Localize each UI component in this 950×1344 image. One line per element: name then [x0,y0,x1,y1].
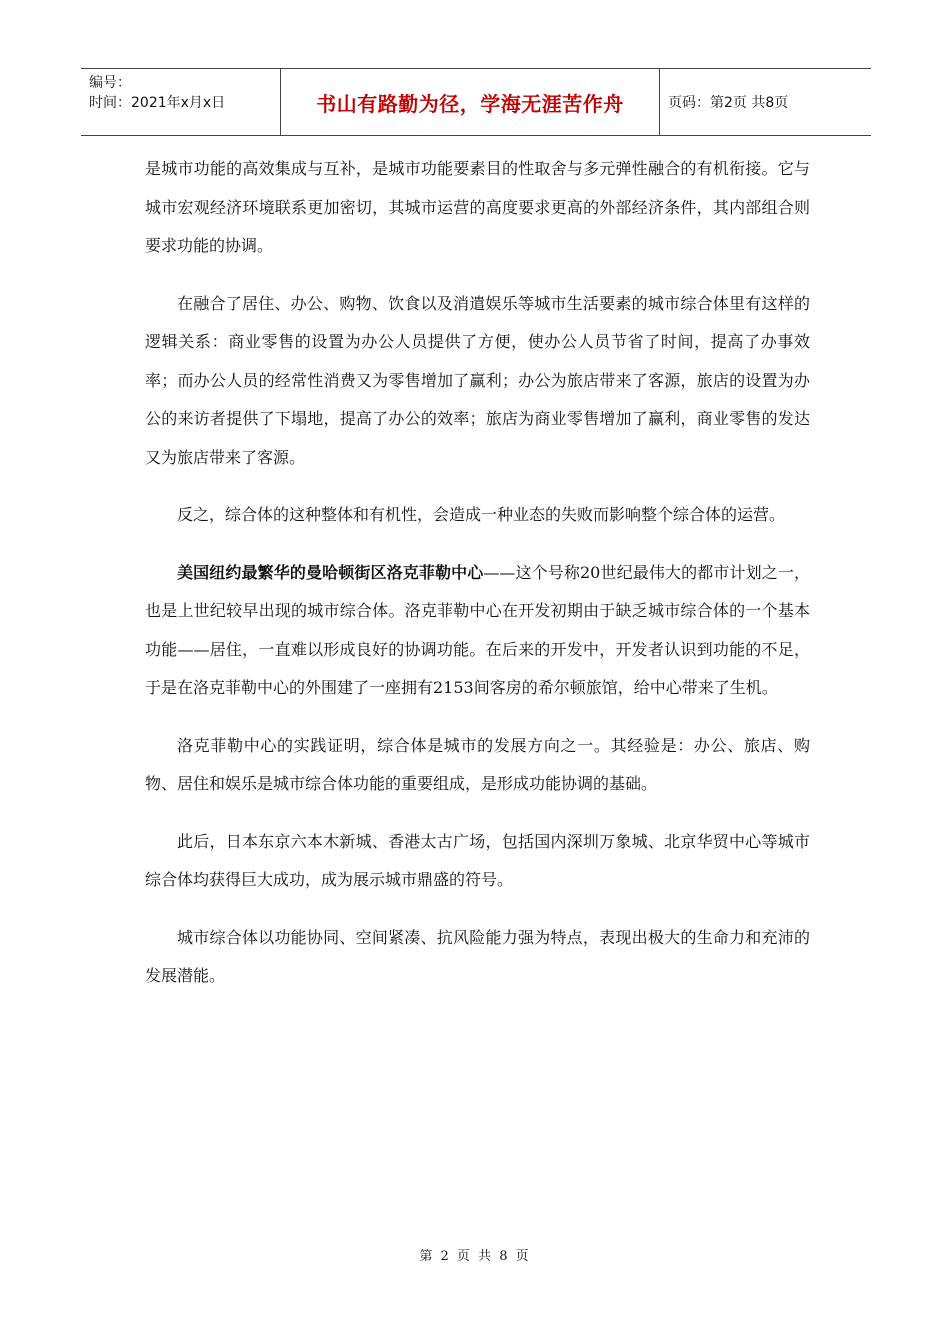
paragraph: 城市综合体以功能协同、空间紧凑、抗风险能力强为特点，表现出极大的生命力和充沛的发展潜能。 [145,927,810,985]
paragraph-rest: ——这个号称20世纪最伟大的都市计划之一，也是上世纪较早出现的城市综合体。洛克菲勒中心在开发初期由于缺乏城市综合体的一个基本功能——居住，一直难以形成良好的协调功能。在后来的开发中，开发者认识到功能的不足，于是在洛克菲勒中心的外围建了一座拥有2153间客房的希尔顿旅馆，给中心带来了生机。 [145,562,810,697]
document-date: 时间：2021年x月x日 [89,95,226,111]
paragraph: 反之，综合体的这种整体和有机性，会造成一种业态的失败而影响整个综合体的运营。 [177,505,786,524]
header-page-info: 页码：第2页 共8页 [668,95,789,111]
page-footer: 第 2 页 共 8 页 [419,1249,531,1264]
page-header [81,68,871,136]
paragraph: 洛克菲勒中心的实践证明，综合体是城市的发展方向之一。其经验是：办公、旅店、购物、居住和娱乐是城市综合体功能的重要组成，是形成功能协调的基础。 [145,735,810,793]
paragraph: 在融合了居住、办公、购物、饮食以及消遣娱乐等城市生活要素的城市综合体里有这样的逻辑关系：商业零售的设置为办公人员提供了方便，使办公人员节省了时间，提高了办事效率；而办公人员的经常性消费又为零售增加了赢利；办公为旅店带来了客源，旅店的设置为办公的来访者提供了下塌地，提高了办公的效率；旅店为商业零售增加了赢利，商业零售的发达又为旅店带来了客源。 [145,293,810,467]
bold-lead: 美国纽约最繁华的曼哈顿街区洛克菲勒中心 [177,562,484,582]
document-number-label: 编号： [89,75,131,91]
document-body [145,150,810,1015]
header-meta [81,69,281,135]
header-motto: 书山有路勤为径，学海无涯苦作舟 [281,69,660,135]
paragraph: 此后，日本东京六本木新城、香港太古广场，包括国内深圳万象城、北京华贸中心等城市综合体均获得巨大成功，成为展示城市鼎盛的符号。 [145,831,810,889]
paragraph-rockefeller [145,554,810,708]
paragraph: 是城市功能的高效集成与互补，是城市功能要素目的性取舍与多元弹性融合的有机衔接。它与城市宏观经济环境联系更加密切，其城市运营的高度要求更高的外部经济条件，其内部组合则要求功能的协调。 [145,159,810,255]
